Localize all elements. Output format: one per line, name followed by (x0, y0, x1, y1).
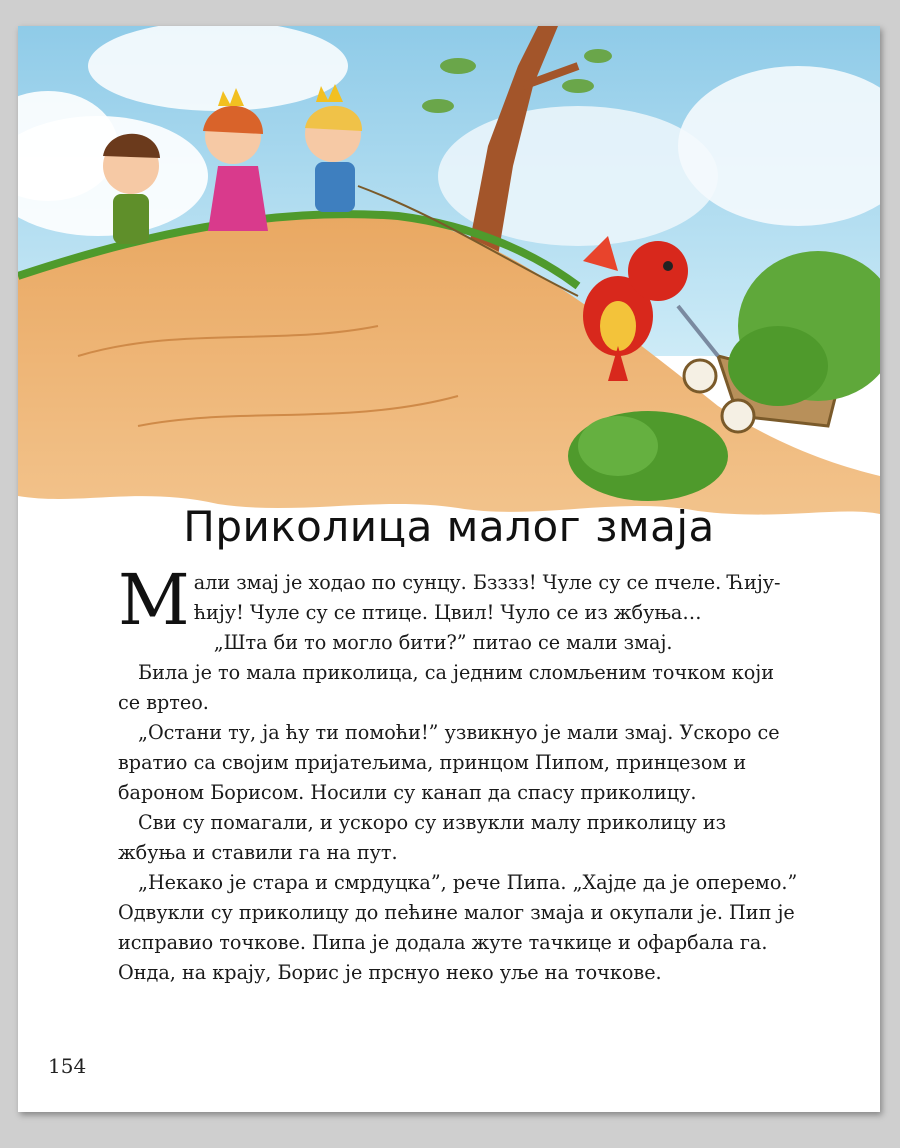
story-paragraph: „Остани ту, ја ћу ти помоћи!” узвикнуо је мали змај. Ускоро се вратио са својим пријатељима, принцом Пипом, принцезом и бароном Борисом. Носили су канап да спасу приколицу. (118, 721, 780, 804)
story-paragraph: Била је то мала приколица, са једним сломљеним точком који се вртео. (118, 661, 774, 714)
story-paragraph: Сви су помагали, и ускоро су извукли малу приколицу из жбуња и ставили га на пут. (118, 811, 727, 864)
illustration (18, 26, 880, 526)
story-paragraph: „Шта би то могло бити?” питао се мали змај. (213, 631, 673, 654)
story-paragraph: „Некако је стара и смрдуцка”, рече Пипа. „Хајде да је оперемо.” Одвукли су приколицу до пећине малог змаја и окупали је. Пип је исправио точкове. Пипа је додала жуте тачкице и офарбала га. Онда, на крају, Борис је прснуо неко уље на точкове. (118, 871, 798, 984)
story-title: Приколица малог змаја (183, 502, 715, 551)
first-paragraph-text: али змај је ходао по сунцу. Бзззз! Чуле су се пчеле. Ћију-ћију! Чуле су се птице. Цвил! Чуло се из жбуња… (193, 571, 781, 624)
drop-cap: М (118, 559, 190, 641)
first-paragraph (118, 559, 798, 641)
page-number: 154 (48, 1054, 87, 1078)
book-page (18, 26, 880, 1112)
story-text (118, 559, 798, 988)
